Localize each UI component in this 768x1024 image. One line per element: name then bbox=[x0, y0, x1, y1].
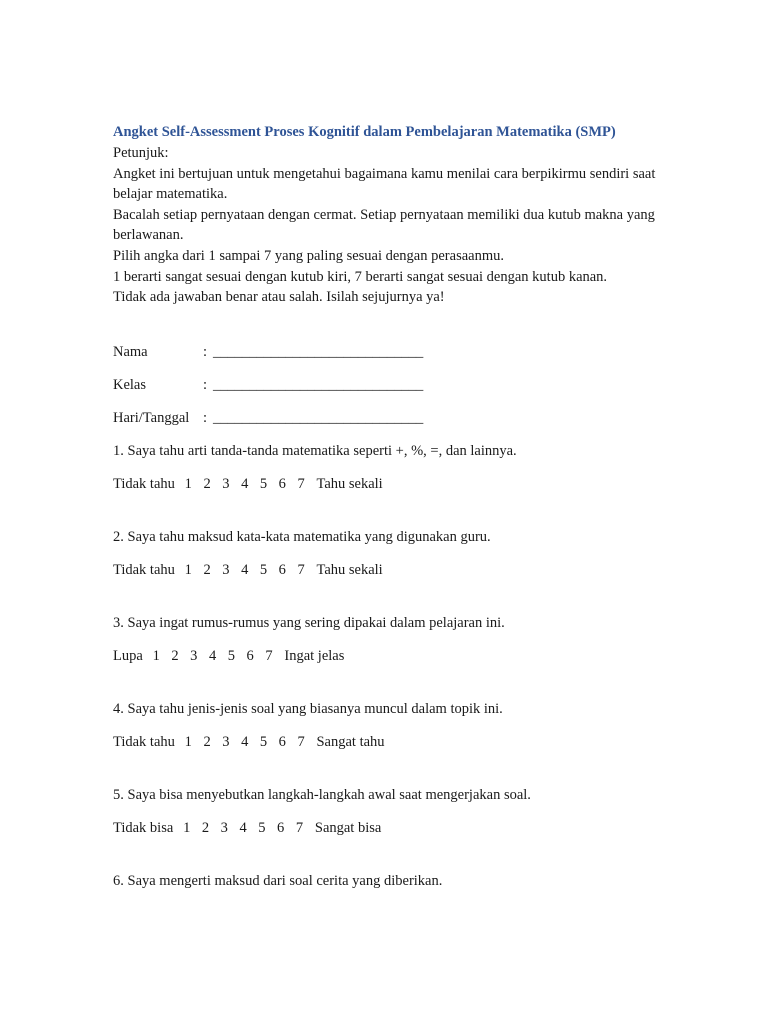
scale-option-3[interactable]: 3 bbox=[222, 733, 230, 750]
field-kelas bbox=[113, 375, 673, 395]
rating-scale bbox=[113, 474, 673, 494]
scale-option-2[interactable]: 2 bbox=[203, 475, 211, 492]
scale-option-6[interactable]: 6 bbox=[246, 647, 254, 664]
instruction-line: Pilih angka dari 1 sampai 7 yang paling sesuai dengan perasaanmu. bbox=[113, 247, 504, 264]
instruction-line: Bacalah setiap pernyataan dengan cermat. Setiap pernyataan memiliki dua kutub makna yang berlawanan. bbox=[113, 206, 655, 244]
instructions bbox=[113, 143, 673, 308]
scale-right-label: Tahu sekali bbox=[316, 475, 383, 492]
scale-option-6[interactable]: 6 bbox=[278, 733, 286, 750]
scale-option-3[interactable]: 3 bbox=[222, 475, 230, 492]
respondent-fields bbox=[113, 342, 673, 428]
field-blank-line[interactable]: _____________________________ bbox=[213, 376, 424, 393]
scale-left-label: Tidak tahu bbox=[113, 733, 175, 750]
scale-option-5[interactable]: 5 bbox=[227, 647, 235, 664]
field-nama bbox=[113, 342, 673, 362]
instructions-heading: Petunjuk: bbox=[113, 145, 169, 161]
field-label: Hari/Tanggal bbox=[113, 409, 190, 426]
scale-option-2[interactable]: 2 bbox=[201, 819, 210, 836]
question-item bbox=[113, 527, 673, 613]
scale-option-7[interactable]: 7 bbox=[297, 561, 305, 578]
rating-scale bbox=[113, 646, 673, 666]
scale-option-3[interactable]: 3 bbox=[220, 819, 228, 836]
scale-option-3[interactable]: 3 bbox=[190, 647, 198, 664]
scale-option-6[interactable]: 6 bbox=[278, 475, 286, 492]
question-list bbox=[113, 441, 673, 891]
question-text: 4. Saya tahu jenis-jenis soal yang biasanya muncul dalam topik ini. bbox=[113, 700, 503, 717]
field-hari-tanggal bbox=[113, 408, 673, 428]
field-blank-line[interactable]: _____________________________ bbox=[213, 409, 424, 426]
scale-option-5[interactable]: 5 bbox=[259, 475, 268, 492]
scale-option-5[interactable]: 5 bbox=[259, 733, 268, 750]
field-label: Nama bbox=[113, 343, 148, 360]
question-text: 3. Saya ingat rumus-rumus yang sering dipakai dalam pelajaran ini. bbox=[113, 614, 505, 631]
question-item bbox=[113, 441, 673, 527]
document-page bbox=[113, 122, 673, 904]
field-label: Kelas bbox=[113, 376, 147, 393]
question-text: 6. Saya mengerti maksud dari soal cerita yang diberikan. bbox=[113, 872, 443, 889]
scale-left-label: Tidak bisa bbox=[113, 819, 174, 836]
scale-option-4[interactable]: 4 bbox=[239, 819, 247, 836]
document-title: Angket Self-Assessment Proses Kognitif dalam Pembelajaran Matematika (SMP) bbox=[113, 124, 616, 140]
scale-left-label: Tidak tahu bbox=[113, 561, 175, 578]
scale-option-1[interactable]: 1 bbox=[183, 819, 191, 836]
question-item bbox=[113, 785, 673, 871]
field-separator: : bbox=[203, 343, 208, 360]
instruction-line: Angket ini bertujuan untuk mengetahui bagaimana kamu menilai cara berpikirmu sendiri saat belajar matematika. bbox=[113, 165, 656, 203]
field-separator: : bbox=[203, 376, 208, 393]
scale-option-4[interactable]: 4 bbox=[241, 561, 249, 578]
scale-right-label: Sangat tahu bbox=[316, 733, 385, 750]
scale-option-5[interactable]: 5 bbox=[258, 819, 266, 836]
field-blank-line[interactable]: _____________________________ bbox=[213, 343, 424, 360]
scale-option-1[interactable]: 1 bbox=[152, 647, 160, 664]
field-separator: : bbox=[203, 409, 208, 426]
scale-option-2[interactable]: 2 bbox=[203, 561, 211, 578]
scale-left-label: Tidak tahu bbox=[113, 475, 175, 492]
scale-option-4[interactable]: 4 bbox=[208, 647, 217, 664]
rating-scale bbox=[113, 732, 673, 752]
scale-right-label: Sangat bisa bbox=[314, 819, 382, 836]
scale-option-7[interactable]: 7 bbox=[265, 647, 273, 664]
scale-option-2[interactable]: 2 bbox=[203, 733, 211, 750]
question-item bbox=[113, 613, 673, 699]
question-text: 2. Saya tahu maksud kata-kata matematika yang digunakan guru. bbox=[113, 528, 491, 545]
question-text: 1. Saya tahu arti tanda-tanda matematika seperti +, %, =, dan lainnya. bbox=[113, 442, 517, 459]
scale-right-label: Ingat jelas bbox=[284, 647, 345, 664]
scale-option-7[interactable]: 7 bbox=[297, 733, 305, 750]
question-item bbox=[113, 871, 673, 891]
scale-left-label: Lupa bbox=[113, 647, 143, 664]
rating-scale bbox=[113, 560, 673, 580]
scale-option-4[interactable]: 4 bbox=[241, 475, 249, 492]
scale-option-7[interactable]: 7 bbox=[297, 475, 305, 492]
scale-option-7[interactable]: 7 bbox=[295, 819, 304, 836]
scale-option-5[interactable]: 5 bbox=[259, 561, 268, 578]
scale-right-label: Tahu sekali bbox=[316, 561, 383, 578]
scale-option-1[interactable]: 1 bbox=[184, 561, 192, 578]
instruction-line: Tidak ada jawaban benar atau salah. Isilah sejujurnya ya! bbox=[113, 289, 445, 306]
scale-option-1[interactable]: 1 bbox=[184, 733, 192, 750]
scale-option-2[interactable]: 2 bbox=[171, 647, 179, 664]
scale-option-6[interactable]: 6 bbox=[278, 561, 286, 578]
scale-option-6[interactable]: 6 bbox=[277, 819, 285, 836]
scale-option-4[interactable]: 4 bbox=[241, 733, 249, 750]
question-item bbox=[113, 699, 673, 785]
rating-scale bbox=[113, 818, 673, 838]
scale-option-3[interactable]: 3 bbox=[222, 561, 230, 578]
instruction-line: 1 berarti sangat sesuai dengan kutub kiri, 7 berarti sangat sesuai dengan kutub kanan. bbox=[113, 268, 608, 285]
question-text: 5. Saya bisa menyebutkan langkah-langkah awal saat mengerjakan soal. bbox=[113, 786, 531, 803]
scale-option-1[interactable]: 1 bbox=[184, 475, 192, 492]
